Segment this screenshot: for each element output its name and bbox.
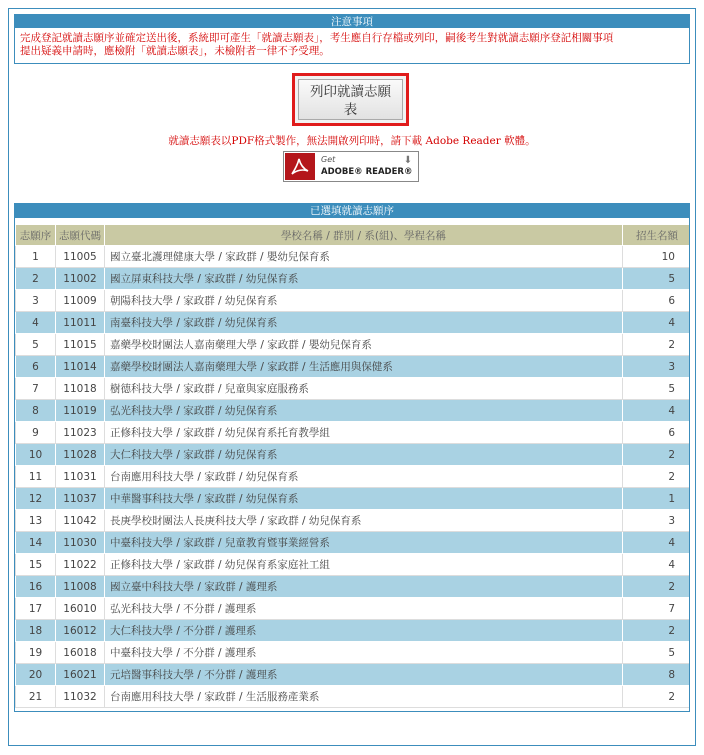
row-order: 7	[16, 378, 56, 400]
row-name: 大仁科技大學 / 不分群 / 護理系	[105, 620, 623, 642]
print-button-label-2: 表	[343, 102, 358, 118]
row-quota: 1	[623, 488, 691, 510]
row-order: 14	[16, 532, 56, 554]
row-order: 18	[16, 620, 56, 642]
row-order: 3	[16, 290, 56, 312]
row-code: 11009	[56, 290, 105, 312]
page-frame	[8, 8, 696, 746]
row-order: 21	[16, 686, 56, 708]
table-row	[16, 664, 691, 686]
table-row	[16, 488, 691, 510]
row-order: 2	[16, 268, 56, 290]
table-row	[16, 246, 691, 268]
row-name: 中臺科技大學 / 不分群 / 護理系	[105, 642, 623, 664]
table-row	[16, 268, 691, 290]
row-name: 長庚學校財團法人長庚科技大學 / 家政群 / 幼兒保育系	[105, 510, 623, 532]
table-row	[16, 620, 691, 642]
row-name: 元培醫事科技大學 / 不分群 / 護理系	[105, 664, 623, 686]
col-header-code: 志願代碼	[56, 225, 105, 246]
row-order: 13	[16, 510, 56, 532]
row-code: 16010	[56, 598, 105, 620]
row-name: 正修科技大學 / 家政群 / 幼兒保育系托育教學組	[105, 422, 623, 444]
row-code: 11005	[56, 246, 105, 268]
notice-text	[15, 29, 689, 63]
row-name: 國立臺中科技大學 / 家政群 / 護理系	[105, 576, 623, 598]
row-code: 11028	[56, 444, 105, 466]
row-quota: 5	[623, 642, 691, 664]
selected-choices-title: 已選填就讀志願序	[15, 204, 689, 219]
row-order: 17	[16, 598, 56, 620]
row-quota: 6	[623, 422, 691, 444]
table-row	[16, 642, 691, 664]
row-quota: 6	[623, 290, 691, 312]
row-code: 11008	[56, 576, 105, 598]
table-row	[16, 532, 691, 554]
table-header-row	[16, 225, 691, 246]
row-name: 國立臺北護理健康大學 / 家政群 / 嬰幼兒保育系	[105, 246, 623, 268]
print-area	[14, 64, 690, 184]
table-row	[16, 554, 691, 576]
choices-table	[15, 224, 690, 708]
pdf-note: 就讀志願表以PDF格式製作，無法開啟列印時，請下載 Adobe Reader 軟體。	[168, 135, 536, 147]
row-order: 15	[16, 554, 56, 576]
row-code: 11030	[56, 532, 105, 554]
row-code: 11032	[56, 686, 105, 708]
table-row	[16, 444, 691, 466]
row-order: 12	[16, 488, 56, 510]
row-name: 弘光科技大學 / 家政群 / 幼兒保育系	[105, 400, 623, 422]
notice-line-2: 提出疑義申請時，應檢附「就讀志願表」，未檢附者一律不予受理。	[20, 45, 330, 57]
adobe-get-label: Get	[321, 155, 336, 164]
table-row	[16, 466, 691, 488]
table-row	[16, 510, 691, 532]
row-order: 16	[16, 576, 56, 598]
print-form-button[interactable]	[298, 79, 403, 120]
row-order: 9	[16, 422, 56, 444]
row-code: 16021	[56, 664, 105, 686]
row-name: 國立屏東科技大學 / 家政群 / 幼兒保育系	[105, 268, 623, 290]
table-row	[16, 378, 691, 400]
print-button-label-1: 列印就讀志願	[310, 84, 391, 100]
row-name: 樹德科技大學 / 家政群 / 兒童與家庭服務系	[105, 378, 623, 400]
row-order: 19	[16, 642, 56, 664]
table-row	[16, 334, 691, 356]
row-code: 16018	[56, 642, 105, 664]
row-code: 11042	[56, 510, 105, 532]
row-quota: 7	[623, 598, 691, 620]
row-name: 中華醫事科技大學 / 家政群 / 幼兒保育系	[105, 488, 623, 510]
row-quota: 4	[623, 312, 691, 334]
row-quota: 2	[623, 444, 691, 466]
row-quota: 4	[623, 554, 691, 576]
print-button-highlight	[292, 73, 409, 126]
row-quota: 2	[623, 334, 691, 356]
table-row	[16, 312, 691, 334]
row-order: 20	[16, 664, 56, 686]
row-code: 11015	[56, 334, 105, 356]
row-code: 11037	[56, 488, 105, 510]
row-code: 11023	[56, 422, 105, 444]
get-adobe-reader-link[interactable]	[283, 151, 419, 182]
col-header-name: 學校名稱 / 群別 / 系(組)、學程名稱	[105, 225, 623, 246]
row-code: 11011	[56, 312, 105, 334]
row-quota: 10	[623, 246, 691, 268]
row-order: 8	[16, 400, 56, 422]
row-quota: 5	[623, 378, 691, 400]
table-row	[16, 598, 691, 620]
row-code: 11014	[56, 356, 105, 378]
notice-line-1: 完成登記就讀志願序並確定送出後，系統即可產生「就讀志願表」，考生應自行存檔或列印，嗣後考生對就讀志願序登記相關事項	[20, 32, 614, 44]
row-code: 11018	[56, 378, 105, 400]
row-quota: 3	[623, 356, 691, 378]
row-quota: 2	[623, 466, 691, 488]
row-code: 11019	[56, 400, 105, 422]
table-row	[16, 356, 691, 378]
row-code: 11031	[56, 466, 105, 488]
table-row	[16, 290, 691, 312]
row-name: 正修科技大學 / 家政群 / 幼兒保育系家庭社工組	[105, 554, 623, 576]
row-code: 16012	[56, 620, 105, 642]
row-name: 嘉藥學校財團法人嘉南藥理大學 / 家政群 / 生活應用與保健系	[105, 356, 623, 378]
row-name: 南臺科技大學 / 家政群 / 幼兒保育系	[105, 312, 623, 334]
notice-title: 注意事項	[15, 15, 689, 29]
row-name: 嘉藥學校財團法人嘉南藥理大學 / 家政群 / 嬰幼兒保育系	[105, 334, 623, 356]
table-row	[16, 576, 691, 598]
row-order: 10	[16, 444, 56, 466]
row-name: 弘光科技大學 / 不分群 / 護理系	[105, 598, 623, 620]
row-quota: 2	[623, 686, 691, 708]
row-quota: 3	[623, 510, 691, 532]
row-order: 6	[16, 356, 56, 378]
row-name: 中臺科技大學 / 家政群 / 兒童教育暨事業經營系	[105, 532, 623, 554]
row-code: 11002	[56, 268, 105, 290]
row-quota: 2	[623, 576, 691, 598]
row-name: 朝陽科技大學 / 家政群 / 幼兒保育系	[105, 290, 623, 312]
selected-choices-panel	[14, 203, 690, 712]
content-area	[14, 14, 690, 703]
col-header-quota: 招生名額	[623, 225, 691, 246]
table-row	[16, 686, 691, 708]
row-order: 4	[16, 312, 56, 334]
row-quota: 4	[623, 532, 691, 554]
row-name: 台南應用科技大學 / 家政群 / 生活服務產業系	[105, 686, 623, 708]
row-order: 11	[16, 466, 56, 488]
row-quota: 2	[623, 620, 691, 642]
adobe-reader-icon	[285, 153, 315, 180]
row-quota: 8	[623, 664, 691, 686]
download-arrow-icon: ⬇	[403, 155, 413, 166]
row-order: 5	[16, 334, 56, 356]
notice-panel	[14, 14, 690, 64]
col-header-order: 志願序	[16, 225, 56, 246]
table-row	[16, 400, 691, 422]
row-code: 11022	[56, 554, 105, 576]
table-row	[16, 422, 691, 444]
row-name: 台南應用科技大學 / 家政群 / 幼兒保育系	[105, 466, 623, 488]
row-quota: 5	[623, 268, 691, 290]
row-name: 大仁科技大學 / 家政群 / 幼兒保育系	[105, 444, 623, 466]
adobe-reader-label: ADOBE® READER®	[321, 167, 413, 177]
row-order: 1	[16, 246, 56, 268]
row-quota: 4	[623, 400, 691, 422]
